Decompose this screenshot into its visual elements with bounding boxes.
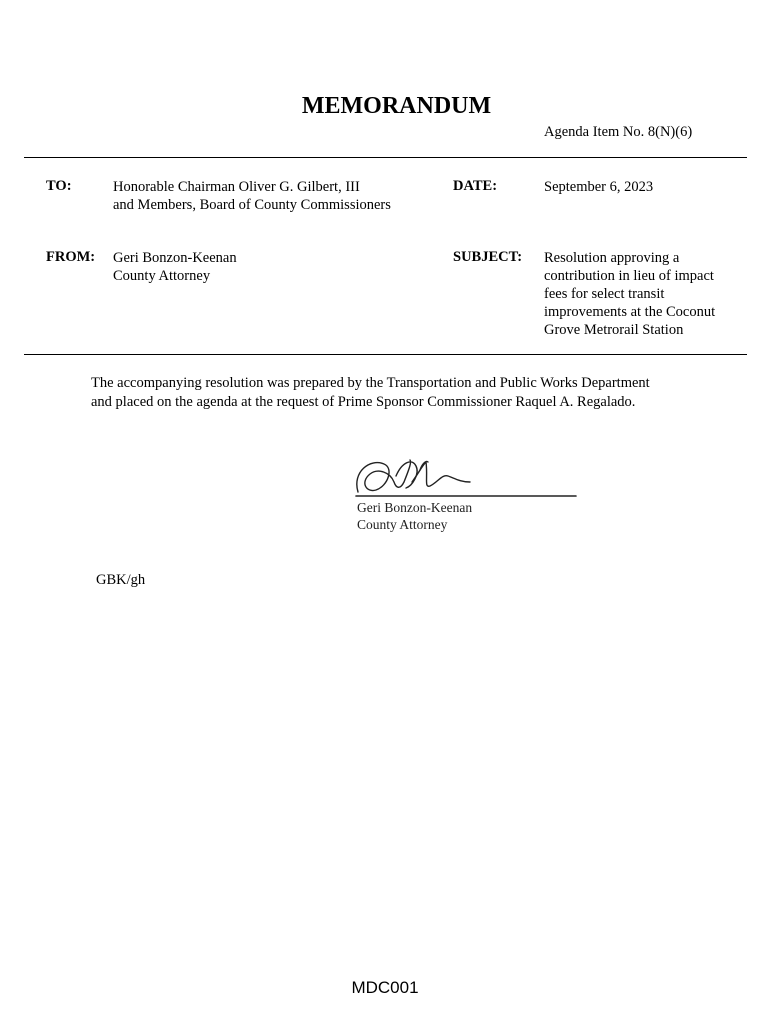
signatory-name: Geri Bonzon-Keenan (357, 500, 473, 515)
subject-line: fees for select transit (544, 286, 665, 302)
memo-title: MEMORANDUM (301, 93, 492, 119)
from-label: FROM: (46, 249, 96, 265)
page-footer-code: MDC001 (351, 978, 419, 997)
from-sender (113, 249, 237, 285)
to-line: and Members, Board of County Commissioners (113, 197, 391, 213)
to-label: TO: (46, 178, 72, 194)
header-divider-top (24, 157, 747, 158)
subject-value (544, 249, 715, 339)
from-line: County Attorney (113, 268, 211, 284)
reference-initials: GBK/gh (96, 572, 146, 588)
date-label: DATE: (453, 178, 498, 194)
signatory-title: County Attorney (357, 517, 448, 532)
to-recipient (113, 178, 391, 214)
subject-line: Resolution approving a (544, 250, 680, 266)
body-line: The accompanying resolution was prepared by the Transportation and Public Works Department (91, 375, 650, 391)
subject-label: SUBJECT: (453, 249, 523, 265)
subject-line: improvements at the Coconut (544, 304, 716, 320)
subject-line: Grove Metrorail Station (544, 322, 684, 338)
signature-block (357, 499, 472, 533)
header-divider-bottom (24, 354, 747, 355)
from-line: Geri Bonzon-Keenan (113, 250, 237, 266)
to-line: Honorable Chairman Oliver G. Gilbert, III (113, 179, 360, 195)
agenda-item-number: Agenda Item No. 8(N)(6) (544, 124, 693, 140)
memo-body (91, 374, 650, 412)
handwritten-signature (350, 452, 580, 504)
subject-line: contribution in lieu of impact (544, 268, 714, 284)
date-value: September 6, 2023 (544, 179, 654, 195)
body-line: and placed on the agenda at the request of Prime Sponsor Commissioner Raquel A. Regalado. (91, 394, 636, 410)
